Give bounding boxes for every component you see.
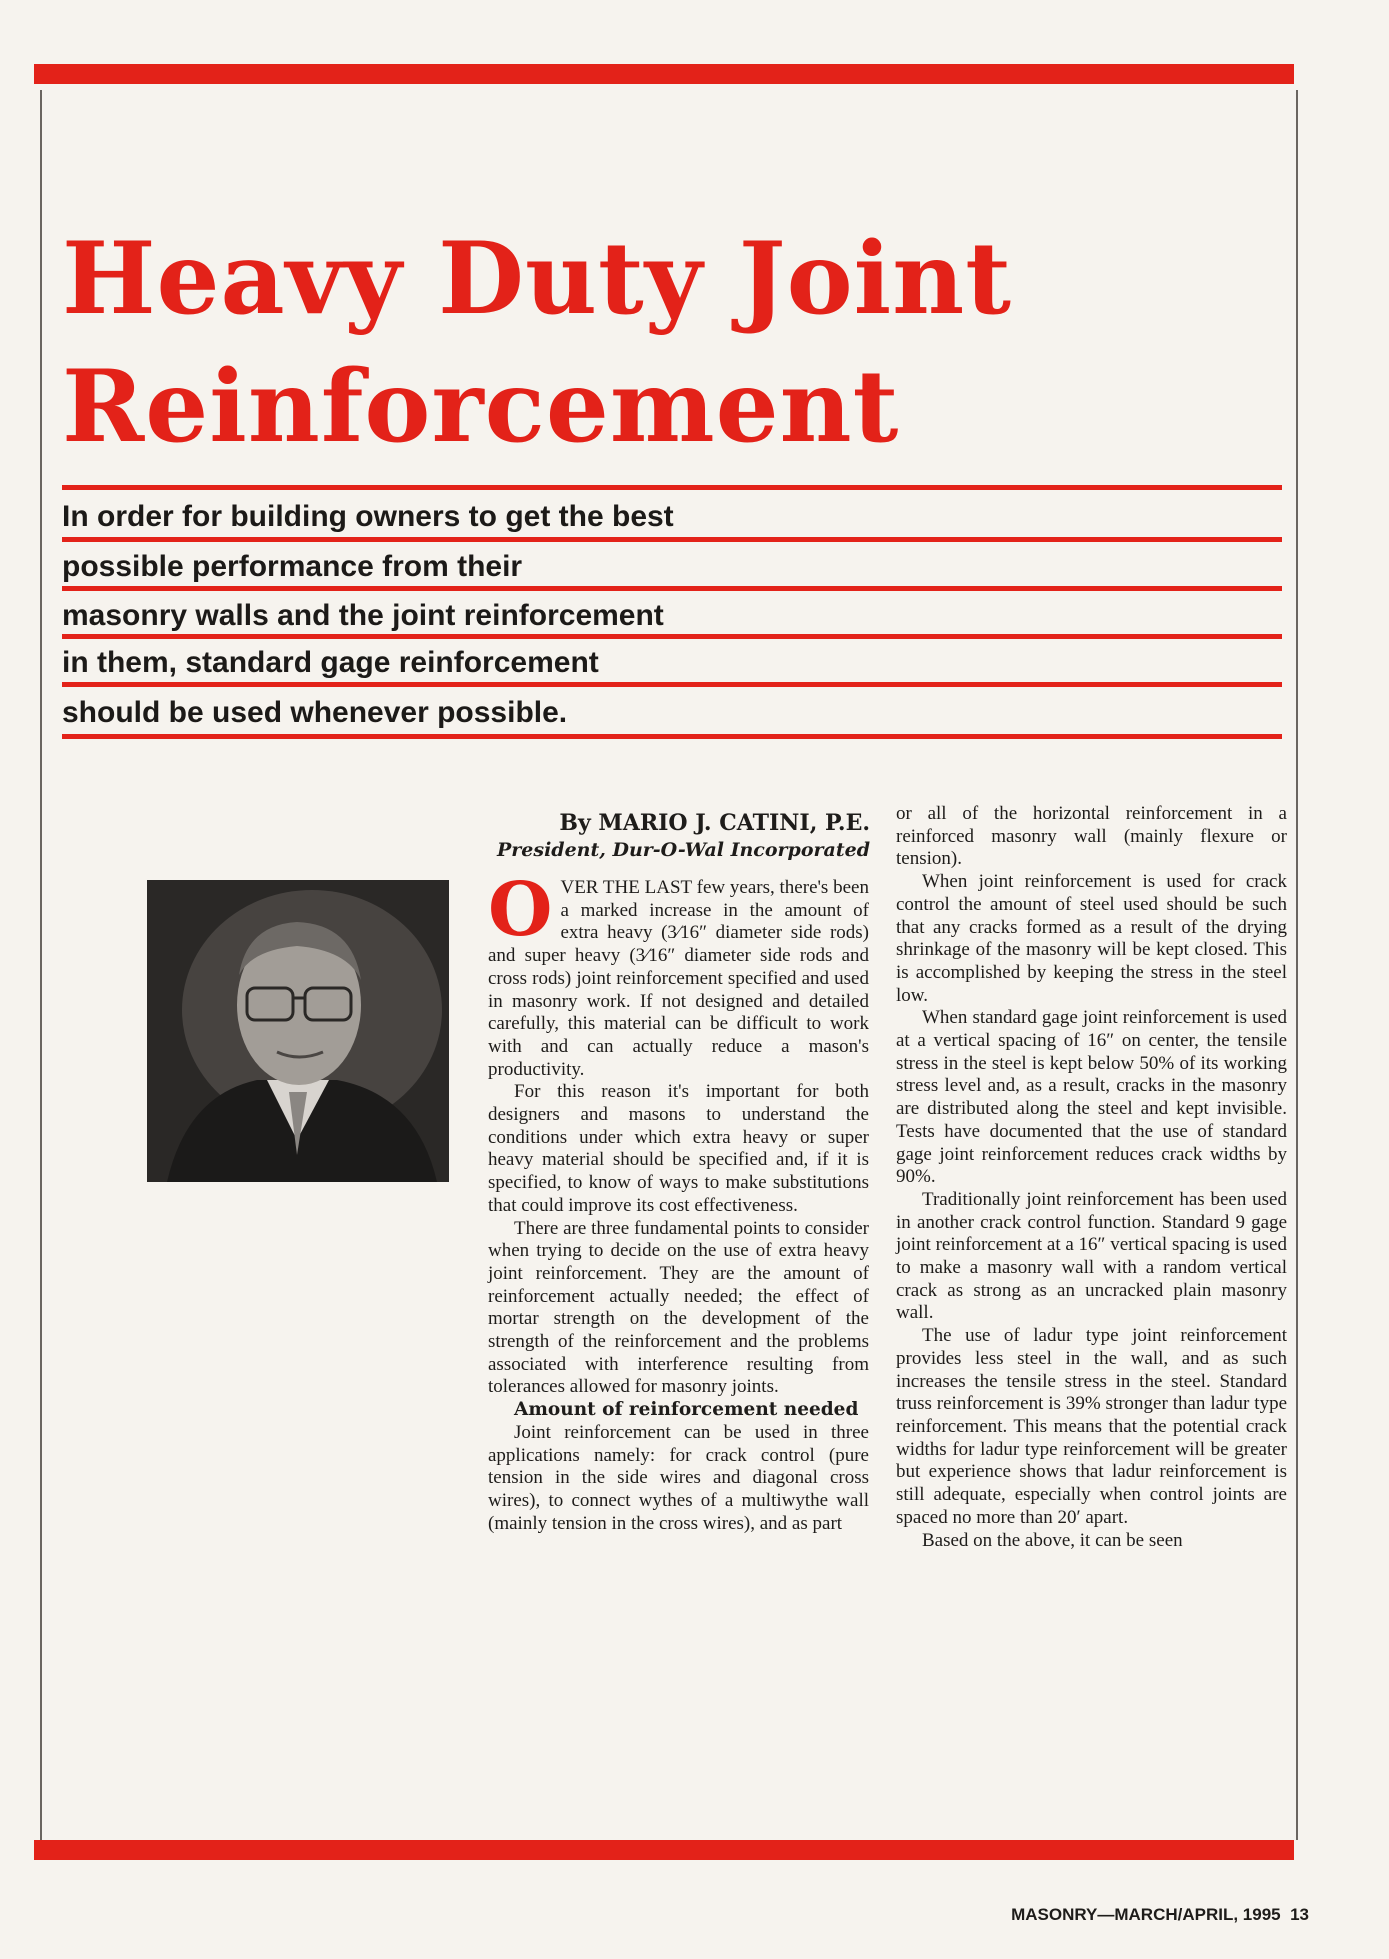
bottom-red-bar <box>34 1840 1294 1860</box>
author-photo <box>147 880 449 1182</box>
title-line-1: Heavy Duty Joint <box>62 221 1012 337</box>
paragraph: The use of ladur type joint reinforcement provides less steel in the wall, and as such increases the tensile stress in the steel. Standard truss reinforcement is 39% stronger than ladur type reinforcement. This means that the potential crack widths for ladur type reinforcement will be greater but experience shows that ladur reinforcement is still adequate, especially when control joints are spaced no more than 20′ apart. <box>896 1325 1287 1528</box>
paragraph: When standard gage joint reinforcement is used at a vertical spacing of 16″ on center, the tensile stress in the steel is kept below 50% of its working stress level and, as a result, cracks in the masonry are distributed along the steel and kept invisible. Tests have documented that the use of standard gage joint reinforcement reduces crack widths by 90%. <box>896 1007 1287 1188</box>
article-title <box>62 215 1292 471</box>
portrait-illustration <box>147 880 449 1182</box>
drop-cap: O <box>488 867 553 953</box>
author-name: By MARIO J. CATINI, P.E. <box>559 810 870 836</box>
byline <box>380 810 870 864</box>
deck-line: should be used whenever possible. <box>62 696 568 729</box>
article-column-1 <box>488 867 869 1535</box>
article-column-2 <box>896 803 1287 1552</box>
deck-rule <box>62 734 1282 739</box>
section-subhead: Amount of reinforcement needed <box>514 1399 859 1421</box>
deck-line: In order for building owners to get the best <box>62 500 674 533</box>
deck-line: possible performance from their <box>62 550 523 583</box>
paragraph-text: VER THE LAST few years, there's been a marked increase in the amount of extra heavy (3⁄16″ diameter side rods) and super heavy (3⁄16″ diameter side rods and cross rods) joint reinforcement specified and used in masonry work. If not designed and detailed carefully, this material can be difficult to work with and can actually reduce a mason's productivity. <box>488 877 869 1080</box>
paragraph: or all of the horizontal reinforcement in a reinforced masonry wall (mainly flexure or tension). <box>896 803 1287 870</box>
paragraph: Based on the above, it can be seen <box>922 1529 1183 1551</box>
deck-line: in them, standard gage reinforcement <box>62 646 599 679</box>
paragraph: For this reason it's important for both designers and masons to understand the conditions under which extra heavy or super heavy material should be specified and, if it is specified, to know of ways to make substitutions that could improve its cost effectiveness. <box>488 1081 869 1216</box>
top-red-bar <box>34 64 1294 84</box>
page-number: 13 <box>1290 1905 1309 1924</box>
deck-rule <box>62 682 1282 687</box>
deck-line: masonry walls and the joint reinforcement <box>62 599 664 632</box>
paragraph: When joint reinforcement is used for crack control the amount of steel used should be such that any cracks formed as a result of the drying shrinkage of the masonry will be kept closed. This is accomplished by keeping the stress in the steel low. <box>896 871 1287 1006</box>
paragraph: Joint reinforcement can be used in three applications namely: for crack control (pure tension in the side wires and diagonal cross wires), to connect wythes of a multiwythe wall (mainly tension in the cross wires), and as part <box>488 1421 869 1534</box>
deck-rule <box>62 586 1282 591</box>
paragraph: There are three fundamental points to consider when trying to decide on the use of extra heavy joint reinforcement. They are the amount of reinforcement actually needed; the effect of mortar strength on the development of the strength of the reinforcement and the problems associated with interference resulting from tolerances allowed for masonry joints. <box>488 1217 869 1398</box>
paragraph: Traditionally joint reinforcement has been used in another crack control function. Standard 9 gage joint reinforcement at a 16″ vertical spacing is used to make a masonry wall with a random vertical crack as strong as an uncracked plain masonry wall. <box>896 1188 1287 1324</box>
deck-rule <box>62 485 1282 490</box>
deck-rule <box>62 537 1282 542</box>
paragraph <box>488 867 869 1081</box>
author-role: President, Dur-O-Wal Incorporated <box>497 839 870 861</box>
publication-line: MASONRY—MARCH/APRIL, 1995 <box>1011 1905 1281 1924</box>
deck-rule <box>62 634 1282 639</box>
title-line-2: Reinforcement <box>62 349 900 465</box>
page-footer <box>1011 1905 1309 1925</box>
